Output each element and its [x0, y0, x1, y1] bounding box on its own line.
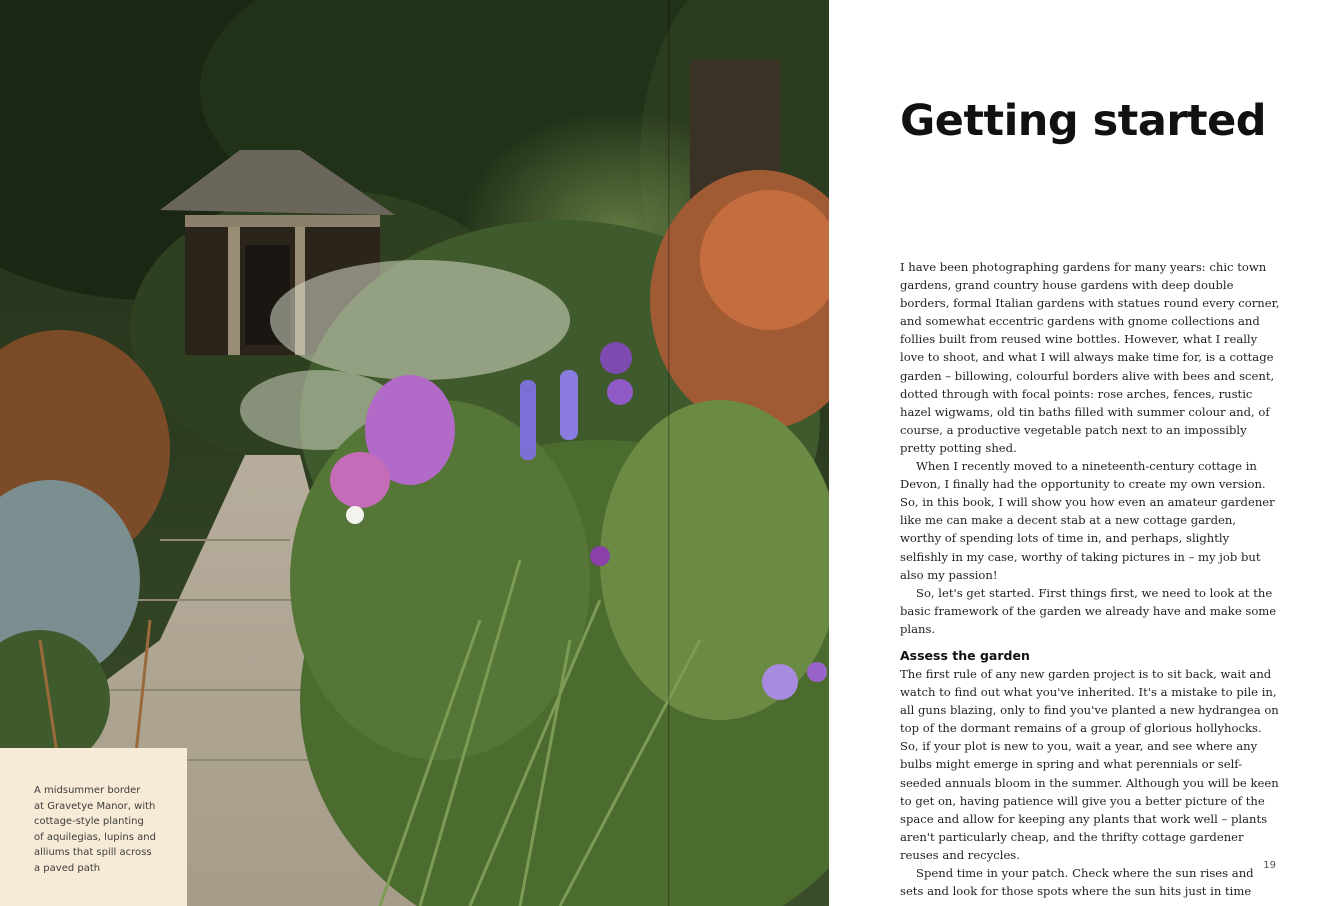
body-text: [900, 258, 1280, 900]
book-gutter: [668, 0, 670, 906]
paragraph: Spend time in your patch. Check where the sun rises and sets and look for those spots where the sun hits just in time: [900, 866, 1254, 899]
paragraph: I have been photographing gardens for many years: chic town gardens, grand country house gardens with deep double borders, formal Italian gardens with statues round every corner, and somewhat eccentric gardens with gnome collections and follies built from reused wine bottles. However, what I really love to shoot, and what I will always make time for, is a cottage garden – billowing, colourful borders alive with bees and scent, dotted through with focal points: rose arches, fences, rustic hazel wigwams, old tin baths filled with summer colour and, of course, a productive vegetable patch next to an impossibly pretty potting shed.: [900, 260, 1280, 455]
paragraph: So, let's get started. First things first, we need to look at the basic framework of the garden we already have and make some plans.: [900, 585, 1277, 636]
page-number: 19: [1263, 860, 1276, 871]
photo-caption-box: [0, 748, 187, 906]
photo-caption: A midsummer border at Gravetye Manor, with cottage-style planting of aquilegias, lupins and alliums that spill across a paved path: [34, 785, 156, 874]
paragraph: When I recently moved to a nineteenth-century cottage in Devon, I finally had the opportunity to create my own version. So, in this book, I will show you how even an amateur gardener like me can make a decent stab at a new cottage garden, worthy of spending lots of time in, and perhaps, slightly selfishly in my case, worthy of taking pictures in – my job but also my passion!: [900, 459, 1275, 582]
text-page: [829, 0, 1339, 906]
paragraph: The first rule of any new garden project is to sit back, wait and watch to find out what you've inherited. It's a mistake to pile in, all guns blazing, only to find you've planted a new hydrangea on top of the dormant remains of a group of glorious hollyhocks. So, if your plot is new to you, wait a year, and see where any bulbs might emerge in spring and what perennials or self-seeded annuals bloom in the summer. Although you will be keen to get on, having patience will give you a better picture of the space and allow for keeping any plants that work well – plants aren't particularly cheap, and the thrifty cottage gardener reuses and recycles.: [900, 666, 1279, 862]
page-title: Getting started: [900, 96, 1267, 146]
section-heading: Assess the garden: [900, 647, 1030, 663]
